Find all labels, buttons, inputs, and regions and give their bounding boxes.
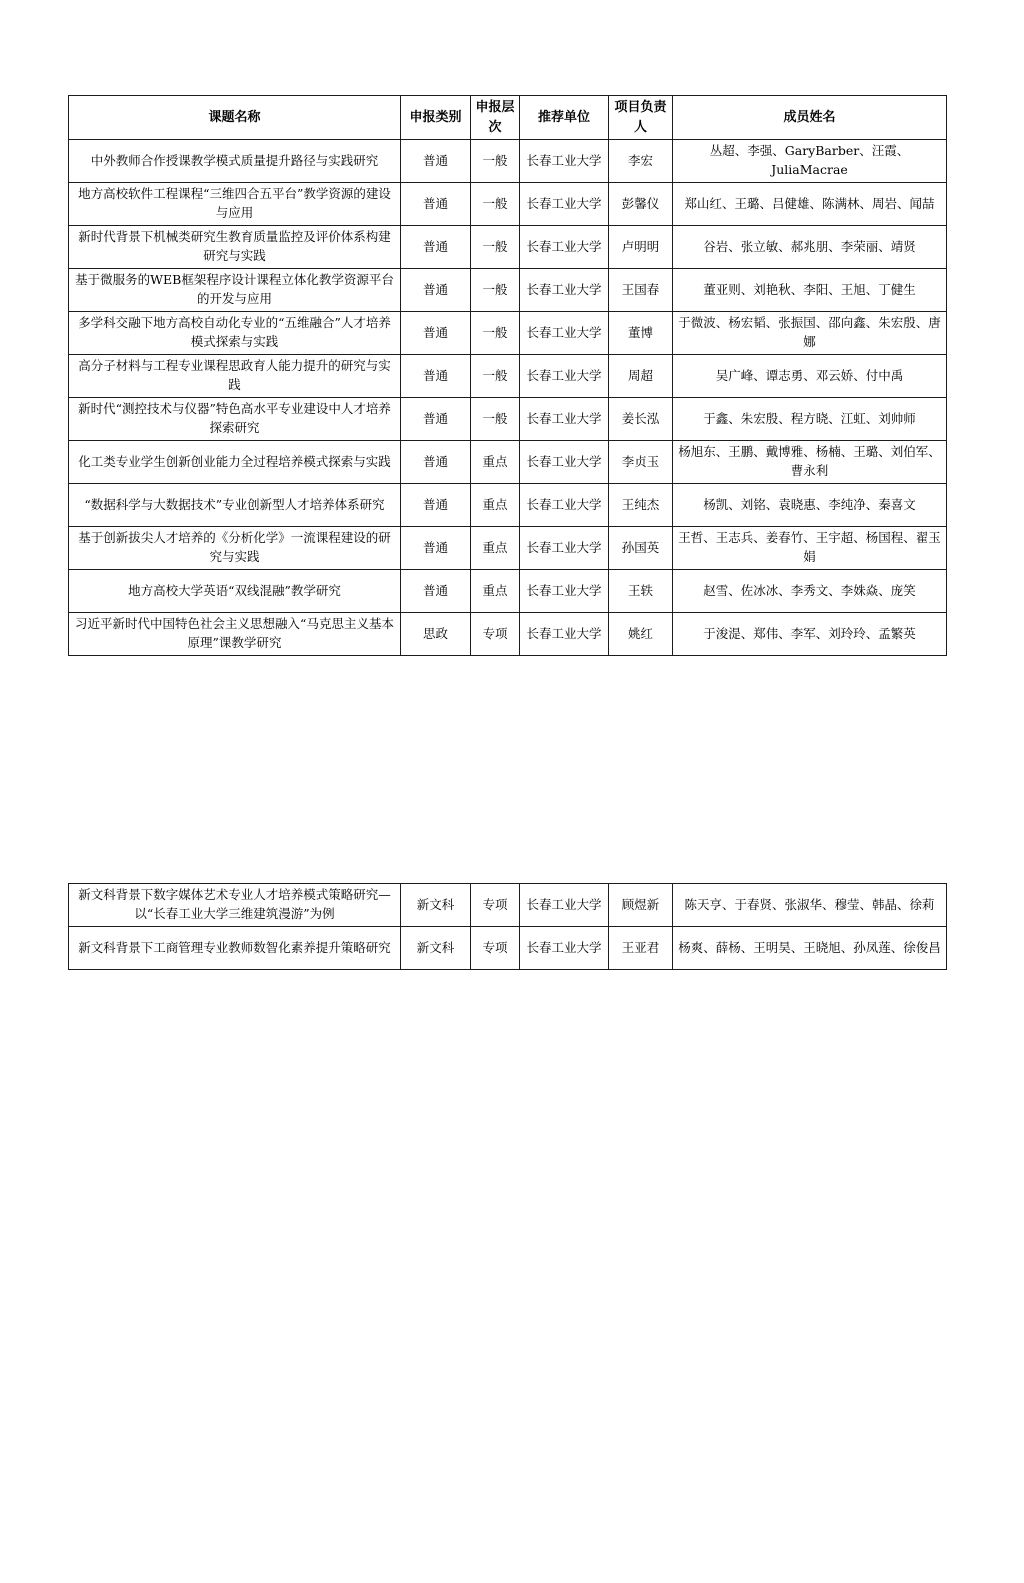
project-title-cell: 中外教师合作授课教学模式质量提升路径与实践研究 xyxy=(69,140,401,183)
project-title-cell: 地方高校软件工程课程“三维四合五平台”教学资源的建设与应用 xyxy=(69,183,401,226)
header-unit: 推荐单位 xyxy=(520,96,609,140)
table-row xyxy=(69,927,947,970)
project-title-cell: 多学科交融下地方高校自动化专业的“五维融合”人才培养模式探索与实践 xyxy=(69,312,401,355)
table-row xyxy=(69,355,947,398)
table-row xyxy=(69,269,947,312)
projects-table-continued xyxy=(68,883,947,970)
category-cell: 普通 xyxy=(401,140,471,183)
header-leader: 项目负责人 xyxy=(609,96,673,140)
leader-cell: 王轶 xyxy=(609,570,673,613)
project-title-cell: 基于创新拔尖人才培养的《分析化学》一流课程建设的研究与实践 xyxy=(69,527,401,570)
table-row xyxy=(69,570,947,613)
table-row xyxy=(69,484,947,527)
project-title-cell: 习近平新时代中国特色社会主义思想融入“马克思主义基本原理”课教学研究 xyxy=(69,613,401,656)
level-cell: 一般 xyxy=(471,140,520,183)
category-cell: 新文科 xyxy=(401,884,471,927)
level-cell: 专项 xyxy=(471,927,520,970)
leader-cell: 姚红 xyxy=(609,613,673,656)
leader-cell: 彭馨仪 xyxy=(609,183,673,226)
category-cell: 普通 xyxy=(401,269,471,312)
leader-cell: 王国春 xyxy=(609,269,673,312)
level-cell: 一般 xyxy=(471,312,520,355)
leader-cell: 董博 xyxy=(609,312,673,355)
members-cell: 王哲、王志兵、姜春竹、王宇超、杨国程、翟玉娟 xyxy=(673,527,947,570)
projects-table-main xyxy=(68,95,947,656)
header-category: 申报类别 xyxy=(401,96,471,140)
members-cell: 吴广峰、谭志勇、邓云娇、付中禹 xyxy=(673,355,947,398)
table-row xyxy=(69,613,947,656)
members-cell: 于浚湜、郑伟、李军、刘玲玲、孟繁英 xyxy=(673,613,947,656)
level-cell: 一般 xyxy=(471,398,520,441)
members-cell: 杨爽、薛杨、王明昊、王晓旭、孙凤莲、徐俊昌 xyxy=(673,927,947,970)
members-cell: 赵雪、佐冰冰、李秀文、李姝焱、庞笑 xyxy=(673,570,947,613)
table-row xyxy=(69,183,947,226)
level-cell: 专项 xyxy=(471,884,520,927)
project-title-cell: 高分子材料与工程专业课程思政育人能力提升的研究与实践 xyxy=(69,355,401,398)
unit-cell: 长春工业大学 xyxy=(520,441,609,484)
project-title-cell: 化工类专业学生创新创业能力全过程培养模式探索与实践 xyxy=(69,441,401,484)
unit-cell: 长春工业大学 xyxy=(520,527,609,570)
category-cell: 普通 xyxy=(401,183,471,226)
members-cell: 丛超、李强、GaryBarber、汪霞、JuliaMacrae xyxy=(673,140,947,183)
unit-cell: 长春工业大学 xyxy=(520,226,609,269)
project-title-cell: “数据科学与大数据技术”专业创新型人才培养体系研究 xyxy=(69,484,401,527)
leader-cell: 李贞玉 xyxy=(609,441,673,484)
members-cell: 于鑫、朱宏殷、程方晓、江虹、刘帅师 xyxy=(673,398,947,441)
project-title-cell: 新时代背景下机械类研究生教育质量监控及评价体系构建研究与实践 xyxy=(69,226,401,269)
category-cell: 普通 xyxy=(401,570,471,613)
level-cell: 重点 xyxy=(471,441,520,484)
level-cell: 一般 xyxy=(471,226,520,269)
project-title-cell: 新文科背景下工商管理专业教师数智化素养提升策略研究 xyxy=(69,927,401,970)
unit-cell: 长春工业大学 xyxy=(520,570,609,613)
level-cell: 重点 xyxy=(471,527,520,570)
table-row xyxy=(69,884,947,927)
unit-cell: 长春工业大学 xyxy=(520,140,609,183)
header-project-title: 课题名称 xyxy=(69,96,401,140)
table-row xyxy=(69,140,947,183)
leader-cell: 李宏 xyxy=(609,140,673,183)
project-title-cell: 新文科背景下数字媒体艺术专业人才培养模式策略研究—以“长春工业大学三维建筑漫游”为例 xyxy=(69,884,401,927)
table-row xyxy=(69,312,947,355)
unit-cell: 长春工业大学 xyxy=(520,355,609,398)
table-row xyxy=(69,226,947,269)
unit-cell: 长春工业大学 xyxy=(520,613,609,656)
category-cell: 普通 xyxy=(401,226,471,269)
level-cell: 重点 xyxy=(471,484,520,527)
members-cell: 杨旭东、王鹏、戴博雅、杨楠、王璐、刘伯军、曹永利 xyxy=(673,441,947,484)
project-title-cell: 新时代“测控技术与仪器”特色高水平专业建设中人才培养探索研究 xyxy=(69,398,401,441)
leader-cell: 王纯杰 xyxy=(609,484,673,527)
table-header-row xyxy=(69,96,947,140)
level-cell: 一般 xyxy=(471,355,520,398)
unit-cell: 长春工业大学 xyxy=(520,398,609,441)
level-cell: 一般 xyxy=(471,269,520,312)
level-cell: 专项 xyxy=(471,613,520,656)
leader-cell: 顾煜新 xyxy=(609,884,673,927)
members-cell: 郑山红、王璐、吕健雄、陈满林、周岩、闻喆 xyxy=(673,183,947,226)
members-cell: 谷岩、张立敏、郝兆朋、李荣丽、靖贤 xyxy=(673,226,947,269)
leader-cell: 王亚君 xyxy=(609,927,673,970)
leader-cell: 周超 xyxy=(609,355,673,398)
category-cell: 新文科 xyxy=(401,927,471,970)
unit-cell: 长春工业大学 xyxy=(520,484,609,527)
leader-cell: 孙国英 xyxy=(609,527,673,570)
category-cell: 思政 xyxy=(401,613,471,656)
project-title-cell: 地方高校大学英语“双线混融”教学研究 xyxy=(69,570,401,613)
category-cell: 普通 xyxy=(401,398,471,441)
category-cell: 普通 xyxy=(401,527,471,570)
members-cell: 杨凯、刘铭、袁晓惠、李纯净、秦喜文 xyxy=(673,484,947,527)
header-members: 成员姓名 xyxy=(673,96,947,140)
leader-cell: 姜长泓 xyxy=(609,398,673,441)
members-cell: 于微波、杨宏韬、张振国、邵向鑫、朱宏殷、唐娜 xyxy=(673,312,947,355)
category-cell: 普通 xyxy=(401,441,471,484)
unit-cell: 长春工业大学 xyxy=(520,884,609,927)
members-cell: 陈天亨、于春贤、张淑华、穆莹、韩晶、徐莉 xyxy=(673,884,947,927)
level-cell: 重点 xyxy=(471,570,520,613)
table-row xyxy=(69,398,947,441)
table-row xyxy=(69,527,947,570)
header-level: 申报层次 xyxy=(471,96,520,140)
project-title-cell: 基于微服务的WEB框架程序设计课程立体化教学资源平台的开发与应用 xyxy=(69,269,401,312)
unit-cell: 长春工业大学 xyxy=(520,312,609,355)
table-row xyxy=(69,441,947,484)
category-cell: 普通 xyxy=(401,312,471,355)
category-cell: 普通 xyxy=(401,484,471,527)
level-cell: 一般 xyxy=(471,183,520,226)
category-cell: 普通 xyxy=(401,355,471,398)
members-cell: 董亚则、刘艳秋、李阳、王旭、丁健生 xyxy=(673,269,947,312)
unit-cell: 长春工业大学 xyxy=(520,269,609,312)
leader-cell: 卢明明 xyxy=(609,226,673,269)
unit-cell: 长春工业大学 xyxy=(520,927,609,970)
unit-cell: 长春工业大学 xyxy=(520,183,609,226)
